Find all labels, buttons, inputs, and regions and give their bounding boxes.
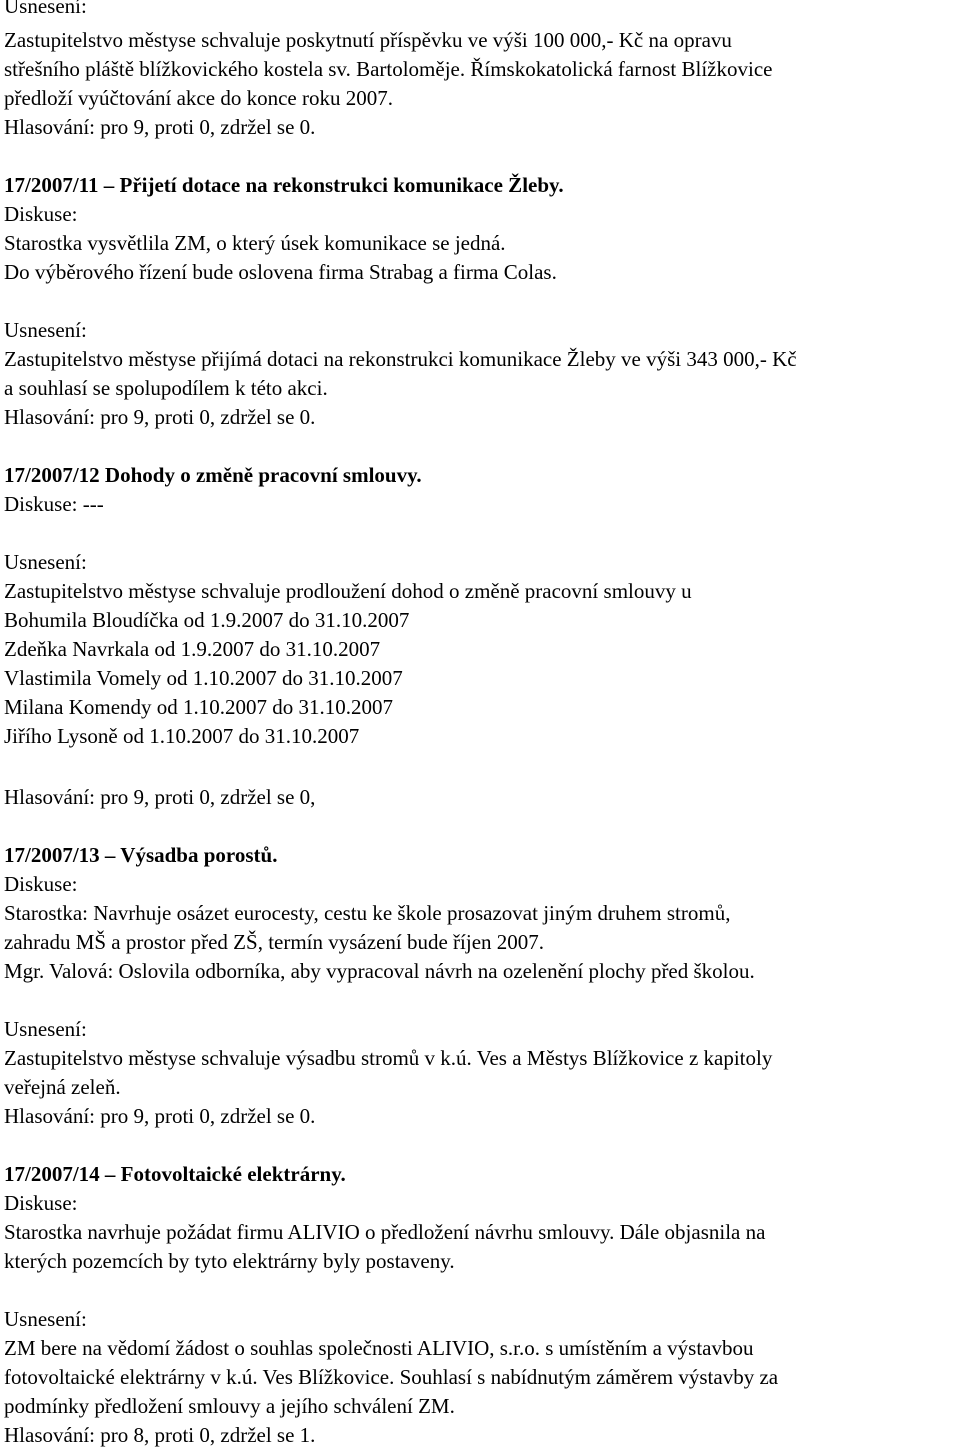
text-line: fotovoltaické elektrárny v k.ú. Ves Blížkovice. Souhlasí s nabídnutým záměrem výstavby za — [4, 1365, 779, 1389]
text-line: Diskuse: — [4, 1191, 78, 1215]
text-line: Diskuse: --- — [4, 492, 104, 516]
section-heading: 17/2007/14 – Fotovoltaické elektrárny. — [4, 1162, 346, 1186]
text-line: Do výběrového řízení bude oslovena firma Strabag a firma Colas. — [4, 260, 557, 284]
text-line: Starostka vysvětlila ZM, o který úsek komunikace se jedná. — [4, 231, 506, 255]
text-line: ZM bere na vědomí žádost o souhlas společnosti ALIVIO, s.r.o. s umístěním a výstavbou — [4, 1336, 754, 1360]
text-line: Zastupitelstvo městyse přijímá dotaci na rekonstrukci komunikace Žleby ve výši 343 000,- Kč — [4, 347, 797, 371]
text-line: Usnesení: — [4, 550, 87, 574]
text-line: Zastupitelstvo městyse schvaluje poskytnutí příspěvku ve výši 100 000,- Kč na opravu — [4, 28, 732, 52]
text-line: střešního pláště blížkovického kostela sv. Bartoloměje. Římskokatolická farnost Blížkovice — [4, 57, 773, 81]
text-line: Hlasování: pro 9, proti 0, zdržel se 0. — [4, 1104, 316, 1128]
text-line: a souhlasí se spolupodílem k této akci. — [4, 376, 328, 400]
text-line: veřejná zeleň. — [4, 1075, 121, 1099]
text-line: Milana Komendy od 1.10.2007 do 31.10.2007 — [4, 695, 394, 719]
text-line: Zastupitelstvo městyse schvaluje prodloužení dohod o změně pracovní smlouvy u — [4, 579, 692, 603]
section-heading: 17/2007/12 Dohody o změně pracovní smlouvy. — [4, 463, 422, 487]
text-line: Starostka navrhuje požádat firmu ALIVIO o předložení návrhu smlouvy. Dále objasnila na — [4, 1220, 766, 1244]
text-line: Vlastimila Vomely od 1.10.2007 do 31.10.2007 — [4, 666, 403, 690]
text-line: Bohumila Bloudíčka od 1.9.2007 do 31.10.2007 — [4, 608, 410, 632]
text-line: Usnesení: — [4, 0, 87, 18]
text-line: Mgr. Valová: Oslovila odborníka, aby vypracoval návrh na ozelenění plochy před školou. — [4, 959, 755, 983]
text-line: Starostka: Navrhuje osázet eurocesty, cestu ke škole prosazovat jiným druhem stromů, — [4, 901, 731, 925]
section-heading: 17/2007/13 – Výsadba porostů. — [4, 843, 278, 867]
text-line: Zdeňka Navrkala od 1.9.2007 do 31.10.2007 — [4, 637, 381, 661]
text-line: Usnesení: — [4, 1017, 87, 1041]
text-line: Hlasování: pro 9, proti 0, zdržel se 0. — [4, 405, 316, 429]
text-line: Usnesení: — [4, 318, 87, 342]
text-line: Hlasování: pro 8, proti 0, zdržel se 1. — [4, 1423, 316, 1447]
text-line: Zastupitelstvo městyse schvaluje výsadbu stromů v k.ú. Ves a Městys Blížkovice z kapitoly — [4, 1046, 773, 1070]
text-line: předloží vyúčtování akce do konce roku 2007. — [4, 86, 393, 110]
text-line: zahradu MŠ a prostor před ZŠ, termín vysázení bude říjen 2007. — [4, 930, 545, 954]
text-line: Diskuse: — [4, 202, 78, 226]
text-line: Hlasování: pro 9, proti 0, zdržel se 0. — [4, 115, 316, 139]
text-line: Jiřího Lysoně od 1.10.2007 do 31.10.2007 — [4, 724, 360, 748]
text-line: kterých pozemcích by tyto elektrárny byly postaveny. — [4, 1249, 455, 1273]
text-line: Hlasování: pro 9, proti 0, zdržel se 0, — [4, 785, 316, 809]
text-line: podmínky předložení smlouvy a jejího schválení ZM. — [4, 1394, 455, 1418]
text-line: Diskuse: — [4, 872, 78, 896]
text-line: Usnesení: — [4, 1307, 87, 1331]
section-heading: 17/2007/11 – Přijetí dotace na rekonstrukci komunikace Žleby. — [4, 173, 564, 197]
